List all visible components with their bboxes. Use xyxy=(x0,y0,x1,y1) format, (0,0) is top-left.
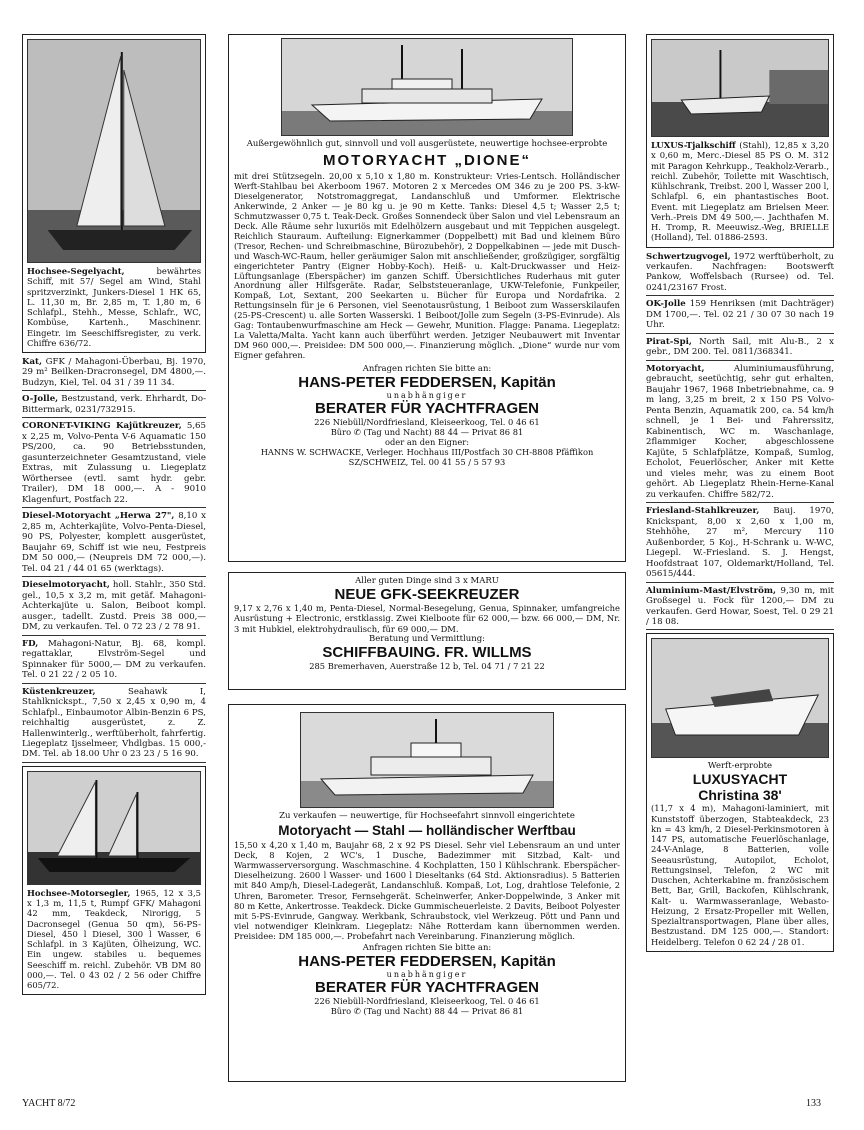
dione-photo xyxy=(281,38,573,136)
ad-schwertzugvogel: Schwertzugvogel, 1972 werftüberholt, zu verkaufen. Nachfragen: Bootswerft Pankow, Woffelsbach (Rursee) od. Tel. 0241/23167 Frost. xyxy=(646,252,834,297)
christina-title2: Christina 38' xyxy=(698,787,782,804)
maru-title: NEUE GFK-SEEKREUZER xyxy=(334,586,520,603)
sailboat-photo xyxy=(27,39,201,263)
ad-hochsee-motorsegler xyxy=(22,766,206,996)
ad-pirat-spi: Pirat-Spi, North Sail, mit Alu-B., 2 x gebr., DM 200. Tel. 0811/368341. xyxy=(646,337,834,361)
ad-kat: Kat, GFK / Mahagoni-Überbau, Bj. 1970, 29 m² Beilken-Dracronsegel, DM 4800,—. Budzyn, Kiel, Tel. 04 31 / 39 11 34. xyxy=(22,357,206,391)
contact-berater: BERATER FÜR YACHTFRAGEN xyxy=(315,400,539,418)
contact-addr2: Büro ✆ (Tag und Nacht) 88 44 — Privat 86 81 xyxy=(330,427,524,438)
contact-addr1: 226 Niebüll/Nordfriesland, Kleiseerkoog, Tel. 0 46 61 xyxy=(314,417,540,428)
ask-line: Anfragen richten Sie bitte an: xyxy=(362,943,492,954)
ad-coronet-viking: CORONET-VIKING Kajütkreuzer, 5,65 x 2,25 m, Volvo-Penta V-6 Aquamatic 150 PS/200, ca. 90 Betriebsstunden, gasunterzeichneter Gesamtzustand, viele Extras, mit Zulassung u. Liegeplatz Wörthersee (evtl. samt hydr. gebr. Trailer), DM 18 000,—. A - 9010 Klagenfurt, Postfach 22. xyxy=(22,421,206,508)
ad-kuestenkreuzer: Küstenkreuzer, Seahawk I, Stahlknickspt., 7,50 x 2,45 x 0,90 m, 4 Schlafpl., Einbaumotor Albin-Benzin 6 PS, reichhaltig ausgerüstet, z. Z. Hallenwinterlg., werftüberholt, fahrfertig. Liegeplatz Ijsselmeer, Vhdlgbas. 15 000,- DM. Tel. ab 18.00 Uhr 0 23 23 / 5 16 90. xyxy=(22,687,206,763)
stahl-title: Motoryacht — Stahl — holländischer Werftbau xyxy=(278,823,576,838)
motorsailer-image xyxy=(28,772,200,884)
speedboat-image xyxy=(652,639,828,757)
maru-name: SCHIFFBAUING. FR. WILLMS xyxy=(322,643,532,661)
center-column xyxy=(228,34,626,1086)
stahl-photo xyxy=(300,712,554,808)
tjalk-image xyxy=(652,40,828,136)
ad-luxus-tjalkschiff xyxy=(646,34,834,248)
stahl-text: 15,50 x 4,20 x 1,40 m, Baujahr 68, 2 x 92 PS Diesel. Sehr viel Lebensraum an und unter Deck, 8 Kojen, 2 WC's, 1 Dusche, Badezimmer mit Sitzbad, Kalt- und Warmwasserversorgung. Waschmaschine. 4 Kochplatten, 150 l Kühlschrank. Eberspächer-Dieselheizung. 2600 l Wasser- und 1600 l Dieseltanks (64 Std. Aktionsradius). 5 Batterien mit 840 Amp/h, Diesel-Ladegerät, Landanschluß. Kompaß, Lot, Log, drahtlose Telefonie, 2 Uhren, Barometer. Tresor, Fernsehgerät. Scheinwerfer, Anker-Doppelwinde, 3 Anker mit 80 m Kette, Ankertrosse. Teakdeck. Dicke Gummischeuerleiste. 2 Davits, Beiboot Polyester mit 5-PS-Evinrude, Gangway. Werkbank, Schraubstock, viel Werkzeug. Pött und Pann und viel notwendiger Kleinkram. Liegeplatz: Nähe Rotterdam kann übernommen werden. Preisidee: DM 185 000,—. Probefahrt nach Vereinbarung. Finanzierung möglich. xyxy=(234,840,620,941)
ad-text: Hochsee-Segelyacht, bewährtes Schiff, mit 57/ Segel am Wind, Stahl spritzverzinkt, Junkers-Diesel 1 HK 65, L. 11,30 m, Br. 2,85 m, T. 1,80 m, 6 Schlafpl., Stehh., Messe, Schlafr., WC, Kombüse, Kartenh., Maschinenr. Eingetr. im Seeschiffsregister, zu verk. Chiffre 636/72. xyxy=(27,266,201,348)
footer-issue: YACHT 8/72 xyxy=(22,1098,76,1109)
contact-addr2: Büro ✆ (Tag und Nacht) 88 44 — Privat 86 81 xyxy=(330,1006,524,1017)
contact-unab: unabhängiger xyxy=(386,391,468,401)
ad-ok-jolle: OK-Jolle 159 Henriksen (mit Dachträger) DM 1700,—. Tel. 02 21 / 30 07 30 nach 19 Uhr. xyxy=(646,299,834,333)
ad-fd: FD, Mahagoni-Natur, Bj. 68, kompl. regattaklar, Elvström-Segel und Spinnaker für 5000,— DM zu verkaufen. Tel. 0 21 22 / 2 05 10. xyxy=(22,639,206,684)
ad-text: LUXUS-Tjalkschiff (Stahl), 12,85 x 3,20 x 0,60 m, Merc.-Diesel 85 PS O. M. 312 mit Paragon Kehrkupp., Teakholz-Verarb., reichl. Zubehör, Toilette mit Waschtisch, Kühlschrank, Treibst. 200 l, Wasser 200 l, Schlafpl. 6, ein phantastisches Boot. Event. mit Liegeplatz am Brielsen Meer. Verh.-Preis DM 49 500,—. Jachthafen M. H. Tromp, R. Meeuwisz.-Weg, BRIELLE (Holland), Tel. 01886-2593. xyxy=(651,140,830,243)
maru-top: Aller guten Dinge sind 3 x MARU xyxy=(355,576,499,586)
christina-photo xyxy=(651,638,829,758)
ad-o-jolle: O-Jolle, Bestzustand, verk. Ehrhardt, Do-Bittermark, 0231/732915. xyxy=(22,394,206,418)
ad-friesland: Friesland-Stahlkreuzer, Bauj. 1970, Knickspant, 8,00 x 2,60 x 1,00 m, Stehhöhe, 27 m², Mercury 110 Außenborder, 5 Koj., H-Schrank u. W-WC, Liegepl. W.-Friesland. S. J. Hengst, Hoofdstraat 107, Oldemarkt/Holland, Tel. 05615/444. xyxy=(646,506,834,582)
page-number: 133 xyxy=(806,1098,821,1109)
sailboat-image xyxy=(28,40,200,262)
maru-addr: 285 Bremerhaven, Auerstraße 12 b, Tel. 04 71 / 7 21 22 xyxy=(309,660,545,671)
ad-maru xyxy=(228,572,626,690)
contact-addr1: 226 Niebüll-Nordfriesland, Kleiseerkoog, Tel. 0 46 61 xyxy=(314,996,540,1007)
maru-text: 9,17 x 2,76 x 1,40 m, Penta-Diesel, Normal-Besegelung, Genua, Spinnaker, umfangreiche Ausrüstung + Electronic, erstklassig. Zwei Kielboote für 62 000,— bzw. 66 000,— DM, Nr. 3 mit Hubkiel, elektrohydraulisch, für 69 000,— DM. xyxy=(234,603,620,634)
motor-yacht-image xyxy=(282,39,572,135)
christina-title1: LUXUSYACHT xyxy=(692,771,788,788)
tjalk-photo xyxy=(651,39,829,137)
right-column xyxy=(646,34,834,956)
ad-herwa: Diesel-Motoryacht „Herwa 27", 8,10 x 2,85 m, Achterkajüte, Volvo-Penta-Diesel, 90 PS, Polyester, komplett ausgerüstet, Baujahr 69, Schiff ist wie neu, Festpreis DM 50 000,— (Neupreis DM 72 000,—). Tel. 04 21 / 44 01 65 (werktags). xyxy=(22,511,206,577)
ad-text: Hochsee-Motorsegler, 1965, 12 x 3,5 x 1,3 m, 11,5 t, Rumpf GFK/ Mahagoni 42 mm, Teakdeck, Nirorigg, 5 Dacronsegel (Genua 50 qm), 56-PS-Diesel, 450 l Diesel, 300 l Wasser, 6 Schlafpl. in 3 Kajüten, Ölheizung, WC. Ein ungew. stabiles u. bequemes Seeschiff m. reichl. Zubehör. VB DM 80 000,—. Tel. 0 43 02 / 2 56 oder Chiffre 605/72. xyxy=(27,887,201,991)
dione-title: MOTORYACHT „DIONE“ xyxy=(323,152,531,169)
contact-unab: unabhängiger xyxy=(386,970,468,980)
maru-sub: Beratung und Vermittlung: xyxy=(368,633,486,644)
ad-dieselmotoryacht: Dieselmotoryacht, holl. Stahlr., 350 Std. gel., 10,5 x 3,2 m, mit getäf. Mahagoni-Achterkajüte u. Salon, Beiboot kompl. ausger., tadellt. Zustd. Preis 38 000,— DM, zu verkaufen. Tel. 0 72 23 / 2 78 91. xyxy=(22,580,206,635)
ad-hochsee-segelyacht xyxy=(22,34,206,353)
christina-intro: Werft-erprobte xyxy=(707,761,773,772)
contact-name: HANS-PETER FEDDERSEN, Kapitän xyxy=(298,953,556,971)
ad-motoryacht-alu: Motoryacht, Aluminiumausführung, gebraucht, seetüchtig, sehr gut erhalten, Baujahr 1967, 1968 Inbetriebnahme, ca. 9 m lang, 3,25 m breit, 2 x 150 PS Volvo-Penta Benzin, Aquamatik 200, ca. 54 km/h schnell, je 1 Bei- und Fahrerssitz, Kabinentisch, WC m. Waschanlage, 2flammiger Kocher, abgeschlossene Kajüte, 5 Schlafplätze, Kompaß, Sumlog, Echolot, Feuerlöscher, Anker mit Kette und vieles mehr, was zu einem Boot gehört. Ab Liegeplatz Rhein-Herne-Kanal zu verkaufen. Chiffre 582/72. xyxy=(646,364,834,503)
christina-text: (11,7 x 4 m), Mahagoni-laminiert, mit Kunststoff überzogen, Stabteakdeck, 23 kn = 43 km/h, 2 Diesel-Perkinsmotoren à 147 PS, automatische Feuerlöschanlage, 24-V-Anlage, 8 Batterien, volle Seeausrüstung, Autopilot, Echolot, Rettungsinsel, Telefon, 2 WC mit Duschen, Achterkabine m. französischem Bett, Bar, Grill, Backofen, Kühlschrank, Kalt- u. Warmwasseranlage, Webasto-Heizung, 2 Ersatz-Propeller mit Wellen, Spezialtransportwagen, Plane über alles, Bestzustand. DM 125 000,—. Standort: Heidelberg. Telefon 0 62 24 / 28 01. xyxy=(651,803,829,947)
contact-addr3: oder an den Eigner: xyxy=(385,437,469,448)
steel-yacht-image xyxy=(301,713,553,807)
ad-aluminium-mast: Aluminium-Mast/Elvström, 9,30 m, mit Großsegel u. Fock für 1200,— DM zu verkaufen. Gerd Howar, Soest, Tel. 0 29 21 / 18 08. xyxy=(646,586,834,631)
ad-motoryacht-stahl xyxy=(228,704,626,1082)
motorsailer-photo xyxy=(27,771,201,885)
dione-intro: Außergewöhnlich gut, sinnvoll und voll ausgerüstete, neuwertige hochsee-erprobte xyxy=(246,139,608,149)
ask-line: Anfragen richten Sie bitte an: xyxy=(362,364,492,375)
ad-dione xyxy=(228,34,626,562)
contact-berater: BERATER FÜR YACHTFRAGEN xyxy=(315,979,539,997)
contact-name: HANS-PETER FEDDERSEN, Kapitän xyxy=(298,374,556,392)
left-column xyxy=(22,34,206,999)
contact-addr4: HANNS W. SCHWACKE, Verleger. Hochhaus III/Postfach 30 CH-8808 Pfäffikon SZ/SCHWEIZ, Tel. 00 41 55 / 5 57 93 xyxy=(260,447,594,468)
ad-christina xyxy=(646,633,834,952)
stahl-intro: Zu verkaufen — neuwertige, für Hochseefahrt sinnvoll eingerichtete xyxy=(279,811,575,821)
dione-text: mit drei Stützsegeln. 20,00 x 5,10 x 1,80 m. Konstrukteur: Vries-Lentsch. Holländischer Werft-Stahlbau bei Akerboom 1967. Motoren 2 x Mercedes OM 346 zu je 200 PS. 3-kW-Dieselgenerator, Notstromaggregat, Landanschluß und Umformer. Elektrische Ankerwinde, 2 Anker — je 80 kg u. je 90 m Kette. Tanks: Diesel 4,5 t; Wasser 2,5 t; Schmutzwasser 0,75 t. Teak-Deck. Großes Sonnendeck über Salon und viel Lebensraum an Deck. Alle Räume sehr luxuriös mit Edelhölzern ausgebaut und mit Teppichen ausgelegt. Reichlich Stauraum. Aufteilung: Eignerkammer (Doppelbett) mit Bad und kleinem Büro (Tresor, Rechen- und Schreibmaschine, Bürozubehör), 2 Doppelkabinen — jede mit Dusch- und Wasch-WC-Raum, heller geräumiger Salon mit anschließender, großzügiger, sorgfältig eingerichteter Pantry (Eigner Hobby-Koch). Heiß- u. Kalt-Druckwasser und Heiz-Lüftungsanlage (Eberspächer) im ganzen Schiff. Übersichtliches Ruderhaus mit guter Anordnung aller Hilfsgeräte. Radar, Selbststeueranlage, UKW-Telefonie, Funkpeiler, Kompaß, Lot, Sextant, 200 Seekarten u. Bücher für Europa und Nordafrika. 2 Rettungsinseln für je 6 Personen, viel Seenotausrüstung, 1 Beiboot zum Wasserskilaufen (25-PS-Crescent) u. alle Sorten Wasserski. 1 Beiboot/Jolle zum Segeln (3-PS-Evinrude). Als Gag: Tontaubenwurfmaschine am Heck — Gewehr, Munition. Flagge: Panama. Liegeplatz: La Valetta/Malta. Yacht kann auch überführt werden. Jetziger Neubauwert mit Inventar DM 960 000,—. Preisidee: DM 500 000,—. Finanzierung möglich. „Dione“ wurde nur vom Eigner gefahren. xyxy=(234,171,620,361)
